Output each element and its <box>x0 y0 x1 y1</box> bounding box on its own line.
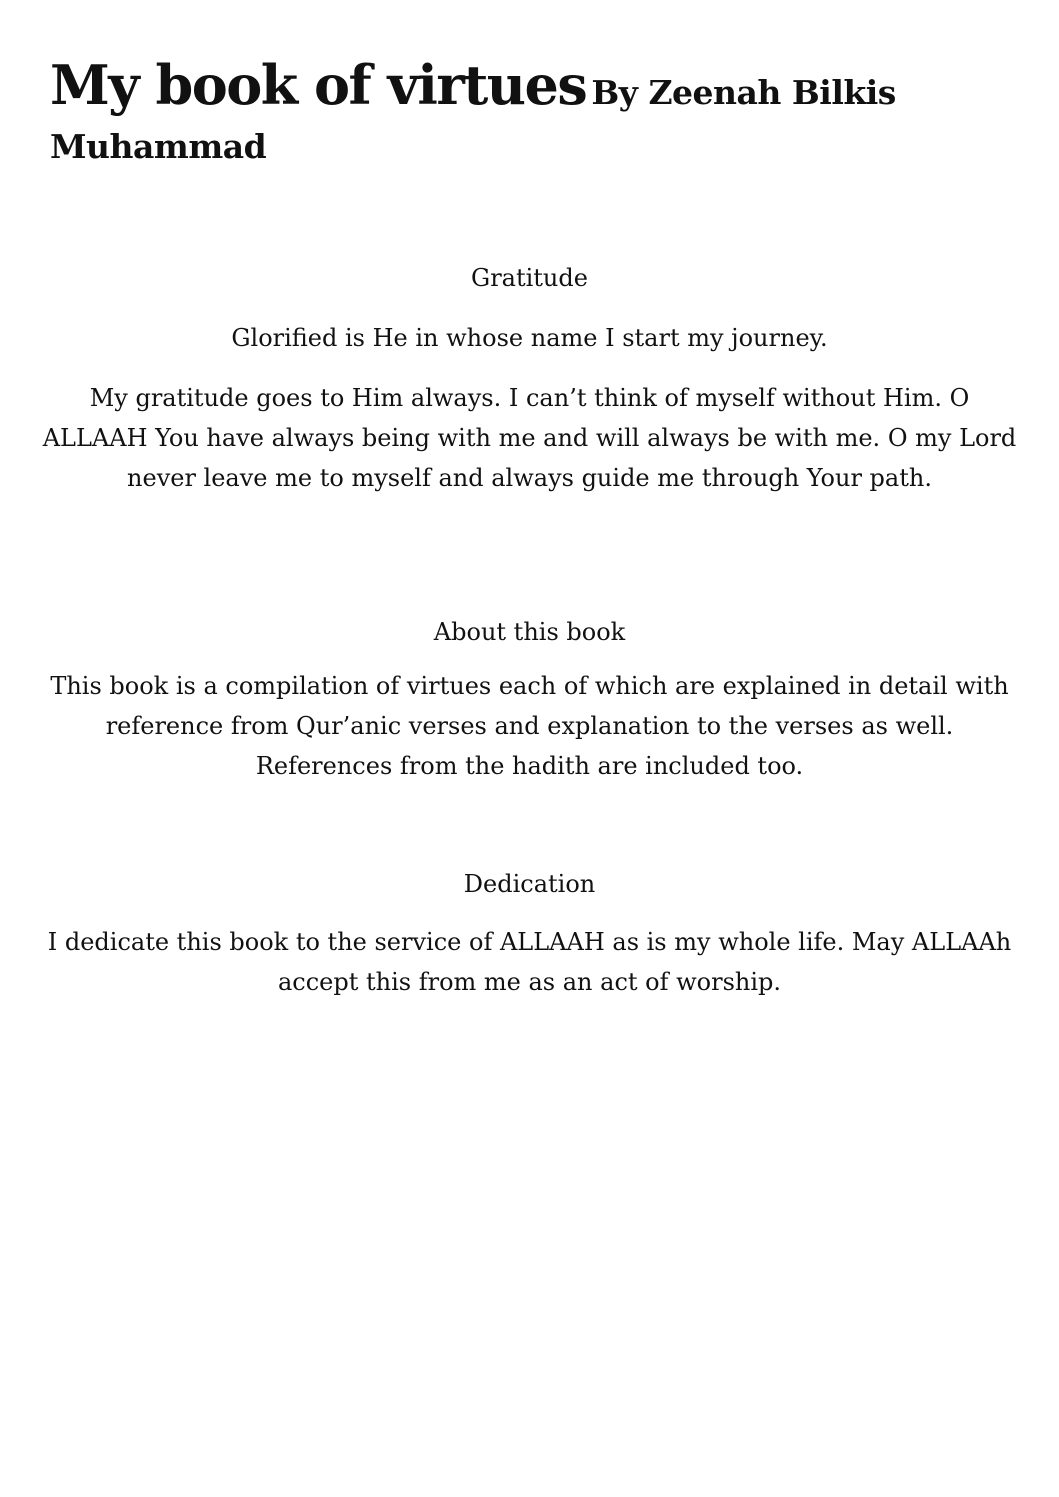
section-heading: Dedication <box>463 870 596 898</box>
section-paragraph: I dedicate this book to the service of ALLAAH as is my whole life. May ALLAAh accept this from me as an act of worship. <box>47 928 1012 996</box>
section-paragraph: My gratitude goes to Him always. I can’t think of myself without Him. O ALLAAH You have always being with me and will always be with me. O my Lord never leave me to myself and always guide me through Your path. <box>42 384 1017 492</box>
section-dedication <box>40 864 1019 1002</box>
section-gratitude <box>40 258 1019 498</box>
section-heading: Gratitude <box>471 264 588 292</box>
section-heading: About this book <box>433 618 626 646</box>
section-paragraph: This book is a compilation of virtues each of which are explained in detail with reference from Qur’anic verses and explanation to the verses as well. References from the hadith are included too. <box>50 672 1009 780</box>
author-name-line2: Muhammad <box>50 127 267 167</box>
section-about <box>40 612 1019 786</box>
book-title: My book of virtues <box>50 53 587 117</box>
title-block <box>50 53 950 167</box>
section-paragraph: Glorified is He in whose name I start my journey. <box>231 324 828 352</box>
author-name-line1: By Zeenah Bilkis <box>591 73 896 112</box>
